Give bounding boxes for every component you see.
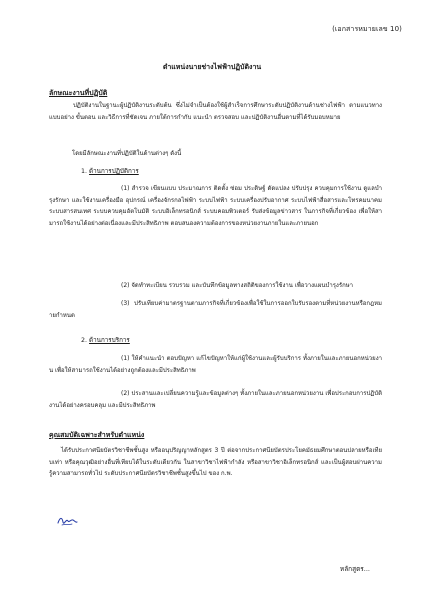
- ops-item-3: (3) ปรับเทียบค่ามาตรฐานตามภารกิจที่เกี่ยวข้องเพื่อใช้ในการออกใบรับรองตามที่หน่วยงานหรือกฎหมายกำหนด: [49, 300, 382, 319]
- ops-item-2: (2) จัดทำทะเบียน รวบรวม และบันทึกข้อมูลทางสถิติของการใช้งาน เพื่อวางแผนบำรุงรักษา: [121, 282, 354, 289]
- svc-heading: [81, 335, 130, 345]
- ops-heading-number: 1.: [81, 168, 88, 175]
- document-reference: (เอกสารหมายเลข 10): [332, 25, 402, 33]
- qualifications-heading: คุณสมบัติเฉพาะสำหรับตำแหน่ง: [49, 431, 145, 439]
- characteristics-intro: ปฏิบัติงานในฐานะผู้ปฏิบัติงานระดับต้น ซึ่งไม่จำเป็นต้องใช้ผู้สำเร็จการศึกษาระดับปฏิบัติงานด้านช่างไฟฟ้า ตามแนวทาง แบบอย่าง ขั้นตอน และวิธีการที่ชัดเจน ภายใต้การกำกับ แนะนำ ตรวจสอบ และปฏิบัติงานอื่นตามที่ได้รับมอบหมาย: [49, 102, 382, 121]
- svc-heading-number: 2.: [81, 337, 88, 344]
- characteristics-lead: โดยมีลักษณะงานที่ปฏิบัติในด้านต่างๆ ดังนี้: [72, 150, 182, 157]
- footer-continuation: หลักสูตร...: [339, 565, 370, 573]
- svc-item-2: (2) ประสานและเปลี่ยนความรู้และข้อมูลต่างๆ ทั้งภายในและภายนอกหน่วยงาน เพื่อประกอบการปฏิบัติงานได้อย่างครอบคลุม และมีประสิทธิภาพ: [49, 390, 382, 409]
- svc-heading-label: ด้านการบริการ: [89, 337, 130, 344]
- signature-initials: [56, 514, 78, 528]
- page-title: ตำแหน่งนายช่างไฟฟ้าปฏิบัติงาน: [162, 63, 262, 71]
- ops-item-1: (1) สำรวจ เขียนแบบ ประมาณการ ติดตั้ง ซ่อม ประดิษฐ์ ดัดแปลง ปรับปรุง ควบคุมการใช้งาน ดูแลบำรุงรักษา และใช้งานเครื่องมือ อุปกรณ์ เครื่องจักรกลไฟฟ้า ระบบไฟฟ้า ระบบเครื่องปรับอากาศ ระบบไฟฟ้าสื่อสารและโทรคมนาคม ระบบสารสนเทศ ระบบควบคุมอัตโนมัติ ระบบอิเล็กทรอนิกส์ ระบบคอมพิวเตอร์ รับส่งข้อมูลข่าวสาร ในภารกิจที่เกี่ยวข้อง เพื่อให้สามารถใช้งานได้อย่างต่อเนื่องและมีประสิทธิภาพ ตอบสนองความต้องการของหน่วยงานภายในและภายนอก: [49, 185, 382, 227]
- ops-heading-label: ด้านการปฏิบัติการ: [89, 168, 139, 175]
- characteristics-heading: ลักษณะงานที่ปฏิบัติ: [49, 89, 108, 97]
- ops-heading: [81, 166, 139, 176]
- qualifications-body: ได้รับประกาศนียบัตรวิชาชีพชั้นสูง หรืออนุปริญญาหลักสูตร 3 ปี ต่อจากประกาศนียบัตรประโยคมัธยมศึกษาตอนปลายหรือเทียบเท่า หรือคุณวุฒิอย่างอื่นที่เทียบได้ในระดับเดียวกัน ในสาขาวิชาไฟฟ้ากำลัง หรือสาขาวิชาอิเล็กทรอนิกส์ และเป็นผู้สอบผ่านความรู้ความสามารถทั่วไป ระดับประกาศนียบัตรวิชาชีพชั้นสูงขึ้นไป ของ ก.พ.: [49, 447, 382, 478]
- svc-item-1: (1) ให้คำแนะนำ ตอบปัญหา แก้ไขปัญหาให้แก่ผู้ใช้งานและผู้รับบริการ ทั้งภายในและภายนอกหน่วยงาน เพื่อให้สามารถใช้งานได้อย่างถูกต้องและมีประสิทธิภาพ: [49, 355, 382, 374]
